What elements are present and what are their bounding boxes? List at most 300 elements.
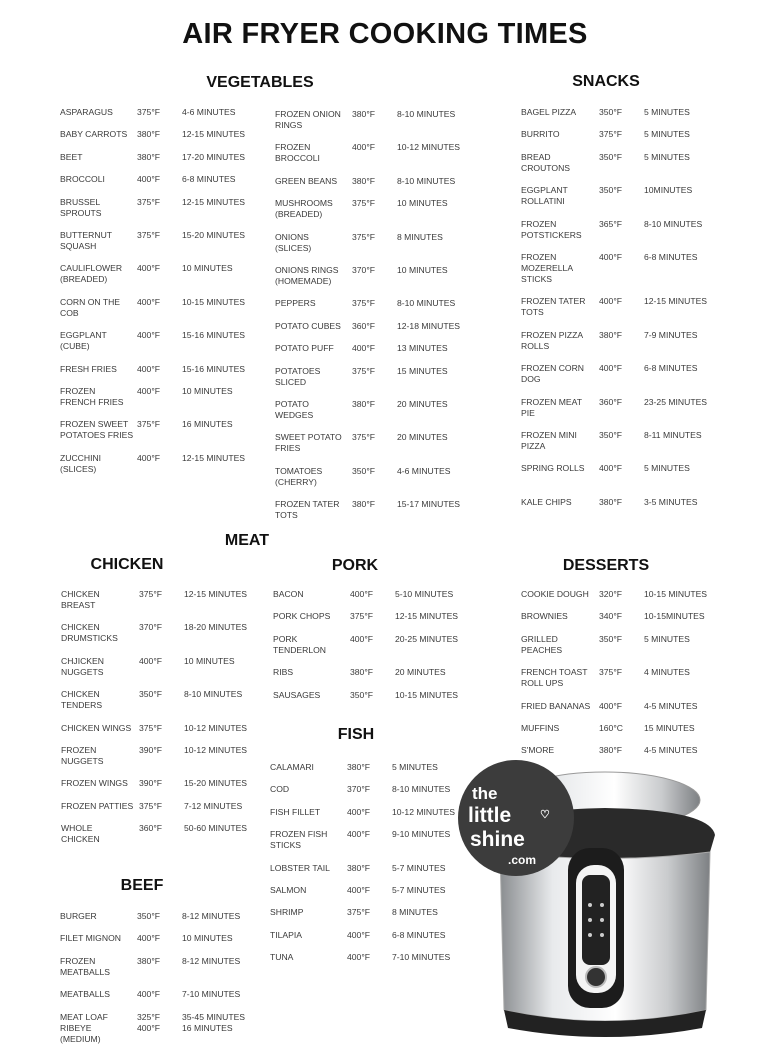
cook-time: 5 MINUTES [644, 151, 690, 162]
temperature: 400°F [599, 251, 623, 262]
cook-time: 8-12 MINUTES [182, 911, 241, 921]
cook-time: 10-15MINUTES [644, 611, 705, 622]
food-name: SAUSAGES [273, 689, 321, 700]
food-name: PEPPERS [275, 298, 316, 309]
cook-time: 10-15 MINUTES [395, 689, 459, 700]
temperature: 380°F [350, 667, 374, 678]
food-name: SHRIMP [270, 907, 304, 918]
logo-text-shine: shine [470, 828, 525, 851]
temperature: 360°F [352, 320, 376, 331]
food-name: FROZEN BROCCOLI [275, 142, 320, 164]
temperature: 400°F [599, 296, 623, 307]
list-item [521, 152, 707, 174]
list-item [521, 497, 707, 508]
food-name: TOMATOES (CHERRY) [275, 465, 323, 487]
cook-time: 10 MINUTES [182, 933, 233, 944]
cook-time: 5-7 MINUTES [392, 884, 446, 895]
food-name: FROZEN NUGGETS [61, 744, 104, 766]
chicken-list [61, 589, 247, 857]
food-name: RIBS [273, 667, 294, 678]
list-item [521, 463, 707, 474]
food-name: BRUSSEL SPROUTS [60, 196, 102, 218]
list-item [270, 807, 455, 818]
cook-time: 12-15 MINUTES [644, 296, 708, 307]
food-name: FROZEN SWEET POTATOES FRIES [60, 419, 134, 441]
list-item [60, 263, 245, 285]
temperature: 390°F [139, 744, 163, 755]
cook-time: 8-10 MINUTES [184, 689, 243, 700]
temperature: 325°F [137, 1011, 161, 1022]
list-item [521, 185, 707, 207]
list-item [273, 690, 458, 701]
food-name: PORK TENDERLON [273, 633, 327, 655]
cook-time: 5 MINUTES [644, 463, 690, 474]
cook-time: 8-10 MINUTES [644, 218, 703, 229]
vegetables-list-1 [60, 107, 245, 486]
heading-desserts: DESSERTS [562, 557, 650, 574]
cook-time: 8-10 MINUTES [397, 109, 456, 119]
list-item [275, 198, 460, 220]
cook-time: 20 MINUTES [397, 398, 448, 409]
food-name: FROZEN ONION RINGS [275, 109, 341, 130]
food-name: EGGPLANT (CUBE) [60, 330, 107, 352]
cook-time: 15 MINUTES [397, 365, 448, 376]
list-item [275, 232, 460, 254]
food-name: BURRITO [521, 129, 560, 140]
cook-time: 10 MINUTES [182, 385, 233, 396]
food-name: FROZEN TATER TOTS [275, 499, 340, 521]
list-item [61, 689, 247, 711]
food-name: BABY CARROTS [60, 129, 128, 140]
list-item [270, 907, 455, 918]
cook-time: 10-15 MINUTES [182, 296, 246, 307]
list-item [60, 107, 245, 118]
temperature: 400°F [352, 343, 376, 354]
list-item [521, 129, 707, 140]
food-name: FROZEN PIZZA ROLLS [521, 329, 584, 351]
food-name: FRESH FRIES [60, 363, 117, 374]
temperature: 375°F [352, 298, 376, 309]
list-item [273, 634, 458, 656]
temperature: 370°F [352, 264, 376, 275]
temperature: 320°F [599, 589, 623, 599]
food-name: BUTTERNUT SQUASH [60, 229, 113, 251]
list-item [270, 930, 455, 941]
list-item [60, 386, 245, 408]
beef-list [60, 911, 245, 1056]
food-name: MUFFINS [521, 722, 560, 733]
food-name: CHICKEN BREAST [61, 589, 100, 610]
cook-time: 23-25 MINUTES [644, 396, 708, 407]
food-name: FROZEN FISH STICKS [270, 829, 328, 851]
temperature: 380°F [599, 497, 623, 508]
temperature: 400°F [347, 929, 371, 940]
list-item [275, 142, 460, 164]
temperature: 400°F [347, 829, 371, 840]
logo-text-com: .com [508, 853, 537, 867]
list-item [275, 399, 460, 421]
cook-time: 16 MINUTES [182, 1022, 233, 1033]
temperature: 380°F [137, 151, 161, 162]
food-name: BAGEL PIZZA [521, 107, 577, 117]
temperature: 375°F [139, 722, 163, 733]
temperature: 350°F [599, 107, 623, 117]
pork-list [273, 589, 458, 712]
heading-meat: MEAT [224, 532, 270, 549]
list-item [521, 723, 707, 734]
list-item [521, 252, 707, 285]
food-name: COD [270, 784, 290, 795]
cook-time: 15-20 MINUTES [184, 778, 248, 789]
heart-icon: ♡ [540, 809, 550, 821]
food-name: BROCCOLI [60, 174, 105, 185]
list-item [521, 634, 707, 656]
temperature: 400°F [139, 655, 163, 666]
cook-time: 6-8 MINUTES [644, 251, 698, 262]
cook-time: 15-20 MINUTES [182, 229, 246, 240]
temperature: 400°F [137, 263, 161, 274]
food-name: CHICKEN TENDERS [61, 689, 103, 711]
list-item [521, 667, 707, 689]
cook-time: 5 MINUTES [644, 633, 690, 644]
temperature: 400°F [350, 633, 374, 644]
cook-time: 5 MINUTES [644, 107, 690, 117]
food-name: CALAMARI [270, 762, 314, 772]
cook-time: 7-10 MINUTES [392, 952, 451, 963]
list-item [60, 129, 245, 140]
food-name: MEAT LOAF [60, 1011, 108, 1022]
food-name: FROZEN WINGS [61, 778, 128, 789]
temperature: 360°F [139, 823, 163, 834]
vegetables-list-2 [275, 109, 460, 532]
food-name: S'MORE [521, 745, 555, 756]
list-item [270, 952, 455, 963]
food-name: GREEN BEANS [275, 175, 338, 186]
cook-time: 5 MINUTES [392, 762, 438, 772]
food-name: BREAD CROUTONS [521, 151, 571, 173]
heading-fish: FISH [337, 726, 375, 743]
food-name: TUNA [270, 952, 294, 963]
cook-time: 8-10 MINUTES [397, 298, 456, 309]
food-name: ONIONS RINGS (HOMEMADE) [275, 264, 339, 286]
temperature: 375°F [350, 611, 374, 622]
temperature: 375°F [137, 196, 161, 207]
list-item [60, 933, 245, 944]
food-name: COOKIE DOUGH [521, 589, 589, 599]
cook-time: 10-12 MINUTES [184, 722, 248, 733]
list-item [270, 885, 455, 896]
list-item [521, 363, 707, 385]
cook-time: 12-15 MINUTES [184, 589, 248, 599]
cook-time: 13 MINUTES [397, 343, 448, 354]
temperature: 375°F [352, 432, 376, 443]
cook-time: 5-7 MINUTES [392, 862, 446, 873]
cook-time: 35-45 MINUTES [182, 1011, 246, 1022]
temperature: 350°F [599, 151, 623, 162]
temperature: 400°F [137, 385, 161, 396]
list-item [61, 589, 247, 611]
food-name: SPRING ROLLS [521, 463, 585, 474]
food-name: LOBSTER TAIL [270, 862, 330, 873]
list-item [273, 667, 458, 678]
list-item [275, 176, 460, 187]
food-name: ASPARAGUS [60, 107, 113, 117]
list-item [61, 745, 247, 767]
food-name: FROZEN MOZERELLA STICKS [521, 251, 574, 284]
food-name: CHICKEN DRUMSTICKS [61, 622, 118, 644]
cook-time: 50-60 MINUTES [184, 823, 248, 834]
food-name: FROZEN MEATBALLS [60, 955, 110, 977]
temperature: 350°F [599, 185, 623, 196]
snacks-list [521, 107, 707, 520]
cook-time: 12-18 MINUTES [397, 320, 461, 331]
temperature: 350°F [599, 429, 623, 440]
list-item [275, 499, 460, 521]
cook-time: 20 MINUTES [395, 667, 446, 678]
temperature: 375°F [137, 419, 161, 430]
list-item [60, 152, 245, 163]
cook-time: 5 MINUTES [644, 129, 690, 140]
list-item [60, 297, 245, 319]
cook-time: 4-5 MINUTES [644, 745, 698, 756]
list-item [60, 1012, 245, 1023]
temperature: 400°F [347, 884, 371, 895]
cook-time: 3-5 MINUTES [644, 497, 698, 508]
cook-time: 8-10 MINUTES [397, 175, 456, 186]
list-item [275, 298, 460, 309]
cook-time: 10-12 MINUTES [392, 806, 456, 817]
temperature: 380°F [347, 862, 371, 873]
list-item [521, 330, 707, 352]
food-name: POTATO PUFF [275, 343, 334, 354]
cook-time: 15-16 MINUTES [182, 330, 246, 341]
the-little-shine-logo [458, 760, 574, 876]
cook-time: 8-11 MINUTES [644, 429, 702, 440]
cook-time: 4-5 MINUTES [644, 700, 698, 711]
food-name: CHJICKEN NUGGETS [61, 655, 104, 677]
temperature: 380°F [352, 398, 376, 409]
list-item [270, 762, 455, 773]
food-name: ONIONS (SLICES) [275, 231, 312, 253]
list-item [275, 109, 460, 131]
cook-time: 9-10 MINUTES [392, 829, 451, 840]
temperature: 380°F [599, 329, 623, 340]
food-name: FRIED BANANAS [521, 700, 591, 711]
food-name: FROZEN MINI PIZZA [521, 429, 577, 451]
cook-time: 8-12 MINUTES [182, 955, 241, 966]
list-item [60, 174, 245, 185]
temperature: 340°F [599, 611, 623, 622]
list-item [273, 611, 458, 622]
food-name: FROZEN FRENCH FRIES [60, 385, 124, 407]
list-item [60, 230, 245, 252]
list-item [60, 330, 245, 352]
heading-pork: PORK [331, 557, 379, 574]
list-item [60, 197, 245, 219]
temperature: 400°F [137, 452, 161, 463]
cook-time: 15-17 MINUTES [397, 499, 461, 510]
list-item [521, 701, 707, 712]
temperature: 400°F [350, 589, 374, 599]
food-name: ZUCCHINI (SLICES) [60, 452, 102, 474]
heading-vegetables: VEGETABLES [206, 74, 314, 91]
cook-time: 6-8 MINUTES [182, 174, 236, 185]
list-item [60, 989, 245, 1000]
food-name: PORK CHOPS [273, 611, 331, 622]
list-item [521, 219, 707, 241]
cook-time: 15-16 MINUTES [182, 363, 246, 374]
temperature: 375°F [139, 589, 163, 599]
cook-time: 6-8 MINUTES [392, 929, 446, 940]
food-name: POTATO CUBES [275, 320, 341, 331]
food-name: CAULIFLOWER (BREADED) [60, 263, 123, 285]
food-name: POTATO WEDGES [275, 398, 314, 420]
temperature: 400°F [137, 296, 161, 307]
food-name: WHOLE CHICKEN [61, 823, 100, 845]
food-name: CHICKEN WINGS [61, 722, 132, 733]
food-name: BACON [273, 589, 304, 599]
cook-time: 8 MINUTES [392, 907, 438, 918]
cook-time: 10 MINUTES [397, 198, 448, 209]
temperature: 380°F [347, 762, 371, 772]
list-item [521, 430, 707, 452]
cook-time: 8 MINUTES [397, 231, 443, 242]
temperature: 380°F [137, 955, 161, 966]
food-name: BROWNIES [521, 611, 568, 622]
temperature: 400°F [599, 363, 623, 374]
heading-beef: BEEF [120, 877, 164, 894]
cook-time: 10-12 MINUTES [184, 744, 248, 755]
list-item [521, 107, 707, 118]
logo-text-little: little [468, 804, 512, 827]
food-name: EGGPLANT ROLLATINI [521, 185, 568, 207]
cook-time: 10-15 MINUTES [644, 589, 708, 599]
cook-time: 16 MINUTES [182, 419, 233, 430]
list-item [61, 778, 247, 789]
food-name: FROZEN POTSTICKERS [521, 218, 582, 240]
cook-time: 7-9 MINUTES [644, 329, 698, 340]
food-name: FROZEN TATER TOTS [521, 296, 586, 318]
list-item [61, 723, 247, 734]
food-name: BURGER [60, 911, 97, 921]
heading-snacks: SNACKS [572, 73, 640, 90]
temperature: 375°F [347, 907, 371, 918]
temperature: 400°F [347, 806, 371, 817]
logo-text-the: the [472, 784, 498, 803]
temperature: 380°F [137, 129, 161, 140]
temperature: 375°F [352, 198, 376, 209]
list-item [61, 801, 247, 812]
temperature: 400°F [352, 142, 376, 153]
temperature: 400°F [137, 363, 161, 374]
cook-time: 10 MINUTES [397, 264, 448, 275]
temperature: 370°F [139, 622, 163, 633]
cook-time: 4-6 MINUTES [397, 465, 451, 476]
list-item [61, 823, 247, 845]
food-name: MUSHROOMS (BREADED) [275, 198, 333, 220]
temperature: 400°F [347, 952, 371, 963]
temperature: 380°F [352, 109, 376, 119]
food-name: FROZEN PATTIES [61, 800, 134, 811]
temperature: 375°F [599, 129, 623, 140]
list-item [60, 956, 245, 978]
list-item [273, 589, 458, 600]
list-item [270, 829, 455, 851]
temperature: 350°F [137, 911, 161, 921]
food-name: MEATBALLS [60, 989, 110, 1000]
temperature: 375°F [137, 107, 161, 117]
temperature: 400°F [137, 330, 161, 341]
food-name: TILAPIA [270, 929, 302, 940]
temperature: 360°F [599, 396, 623, 407]
page-title: AIR FRYER COOKING TIMES [182, 18, 588, 50]
list-item [60, 419, 245, 441]
temperature: 375°F [352, 365, 376, 376]
food-name: GRILLED PEACHES [521, 633, 563, 655]
temperature: 380°F [352, 175, 376, 186]
list-item [60, 453, 245, 475]
list-item [521, 611, 707, 622]
food-name: RIBEYE (MEDIUM) [60, 1022, 101, 1044]
cook-time: 10 MINUTES [182, 263, 233, 274]
cook-time: 20 MINUTES [397, 432, 448, 443]
fish-list [270, 762, 455, 975]
temperature: 160°C [599, 722, 623, 733]
temperature: 350°F [350, 689, 374, 700]
temperature: 400°F [137, 989, 161, 1000]
list-item [61, 622, 247, 644]
list-item [270, 863, 455, 874]
list-item [60, 364, 245, 375]
cook-time: 10-12 MINUTES [397, 142, 461, 153]
cook-time: 12-15 MINUTES [182, 452, 246, 463]
temperature: 350°F [139, 689, 163, 700]
list-item [270, 784, 455, 795]
cook-time: 12-15 MINUTES [395, 611, 459, 622]
cook-time: 18-20 MINUTES [184, 622, 248, 633]
temperature: 390°F [139, 778, 163, 789]
food-name: SALMON [270, 884, 307, 895]
temperature: 400°F [599, 463, 623, 474]
food-name: CORN ON THE COB [60, 296, 121, 318]
list-item [521, 296, 707, 318]
food-name: SWEET POTATO FRIES [275, 432, 342, 454]
food-name: POTATOES SLICED [275, 365, 321, 387]
cook-time: 5-10 MINUTES [395, 589, 454, 599]
list-item [61, 656, 247, 678]
list-item [521, 589, 707, 600]
cook-time: 4-6 MINUTES [182, 107, 236, 117]
cook-time: 12-15 MINUTES [182, 129, 246, 140]
temperature: 380°F [352, 499, 376, 510]
cook-time: 15 MINUTES [644, 722, 695, 733]
list-item [60, 911, 245, 922]
temperature: 400°F [137, 933, 161, 944]
food-name: FROZEN CORN DOG [521, 363, 585, 385]
cook-time: 10 MINUTES [184, 655, 235, 666]
temperature: 400°F [137, 174, 161, 185]
cook-time: 17-20 MINUTES [182, 151, 246, 162]
cook-time: 20-25 MINUTES [395, 633, 459, 644]
list-item [60, 1023, 245, 1045]
temperature: 350°F [599, 633, 623, 644]
list-item [275, 466, 460, 488]
cook-time: 8-10 MINUTES [392, 784, 451, 795]
temperature: 375°F [139, 800, 163, 811]
heading-chicken: CHICKEN [90, 556, 164, 573]
list-item [275, 265, 460, 287]
food-name: FROZEN MEAT PIE [521, 396, 582, 418]
